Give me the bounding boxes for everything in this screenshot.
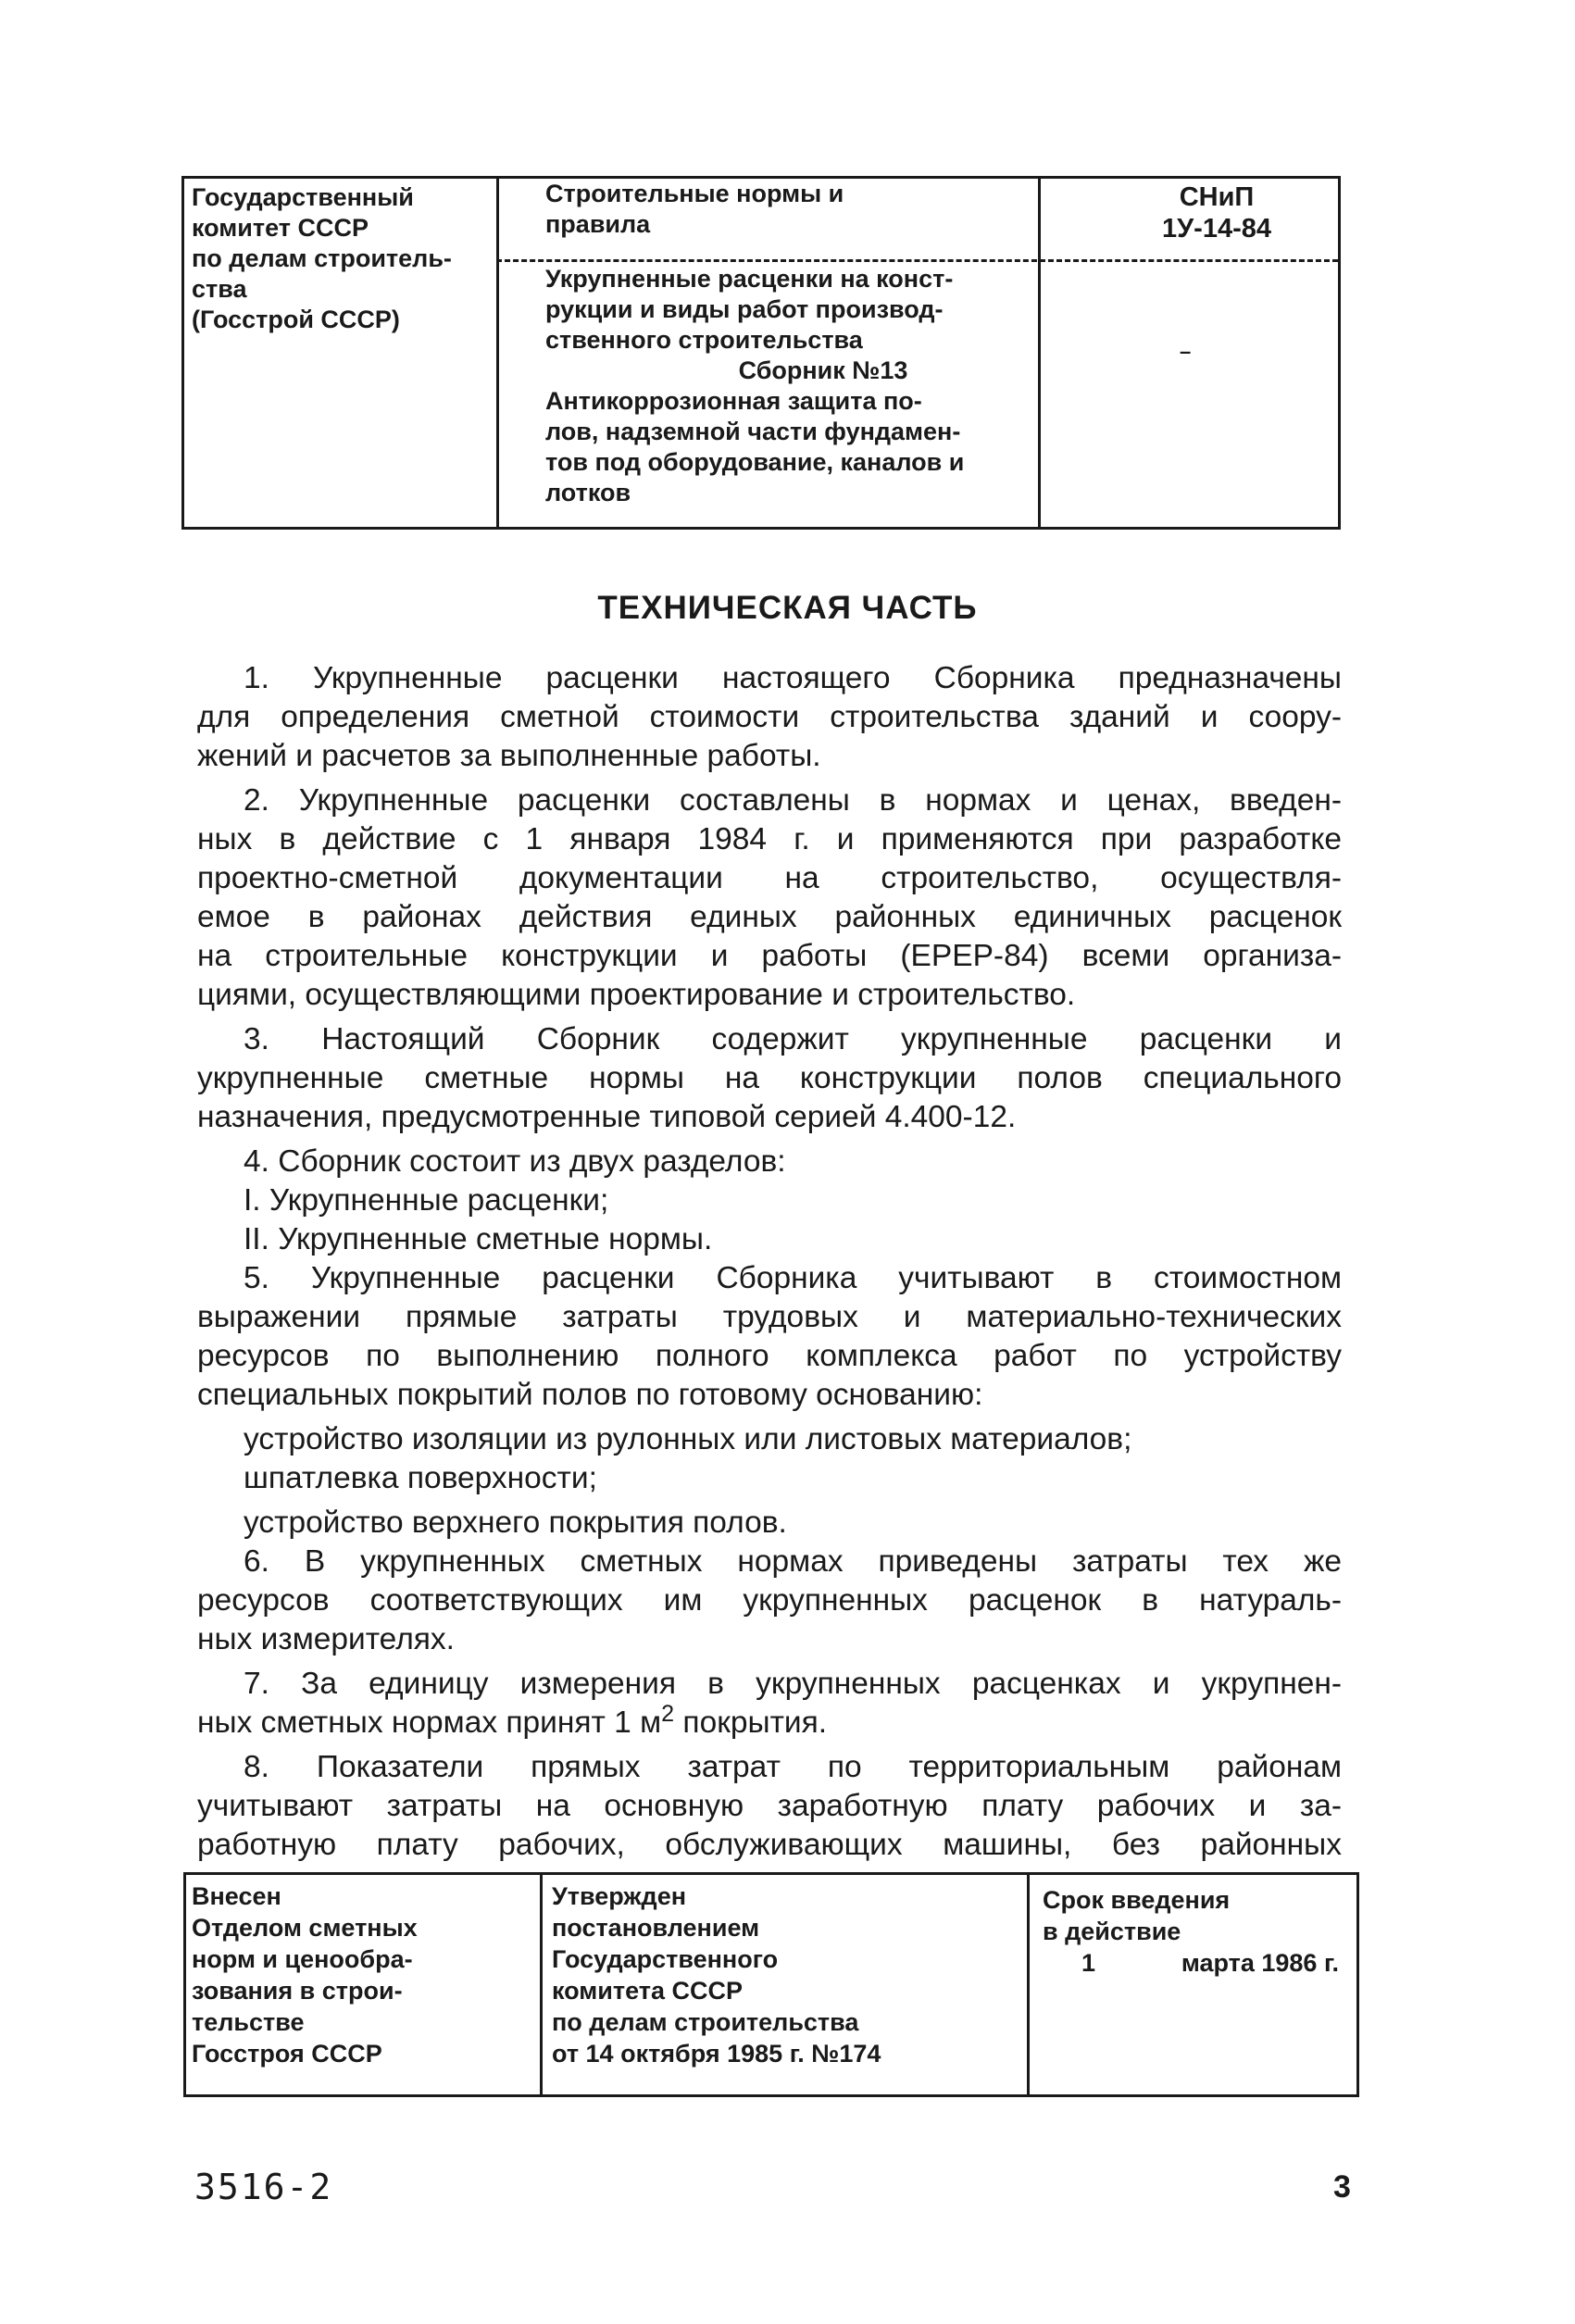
work-list-item: устройство верхнего покрытия полов.: [244, 1506, 787, 1540]
approved-by: Утвержден постановлением Государственного комитета СССР по делам строительства от 14 октября 1985 г. №174: [552, 1882, 881, 2068]
paragraph-1: 1. Укрупненные расценки настоящего Сборника предназначены для определения сметной стоимости строительства зданий и соору- жений и расчетов за выполненные работы.: [197, 661, 1342, 773]
column-divider: [540, 1872, 543, 2097]
paragraph-3: 3. Настоящий Сборник содержит укрупненные расценки и укрупненные сметные нормы на конструкции полов специального назначения, предусмотренные типовой серией 4.400-12.: [197, 1022, 1342, 1134]
paragraph-2: 2. Укрупненные расценки составлены в нормах и ценах, введен- ных в действие с 1 января 1984 г. и применяются при разработке проектно-сметной документации на строительство, осуществля- емое в районах действия единых районных единичных расценок на строительные конструкции и работы (ЕРЕР-84) всеми организа- циями, осуществляющими проектирование и строительство.: [197, 783, 1342, 1012]
paragraph-7: 7. За единицу измерения в укрупненных расценках и укрупнен- ных сметных нормах принят 1 $м^2$ покрытия.: [197, 1667, 1342, 1740]
collection-number: Сборник №13: [738, 356, 908, 384]
sheet-code: 3516-2: [194, 2167, 333, 2207]
footer-table: [183, 1872, 1359, 2097]
paragraph-4: 4. Сборник состоит из двух разделов: I. Укрупненные расценки; II. Укрупненные сметные нормы.: [197, 1143, 1342, 1259]
empty-cell-dash: –: [1180, 340, 1192, 363]
header-table: [181, 176, 1341, 530]
row-divider: [496, 259, 1338, 262]
paragraph-6: 6. В укрупненных сметных нормах приведены затраты тех же ресурсов соответствующих им укрупненных расценок в натураль- ных измерителях.: [197, 1544, 1342, 1656]
page-number: 3: [1333, 2169, 1351, 2205]
work-list-item: шпатлевка поверхности;: [244, 1461, 597, 1495]
work-list-item: устройство изоляции из рулонных или листовых материалов;: [244, 1422, 1132, 1456]
superscript-exponent: 2: [661, 1700, 675, 1727]
document-subject: Укрупненные расценки на конст- рукции и виды работ производ- ственного строительства Сборник №13 Антикоррозионная защита по- лов, надземной части фундамен- тов под оборудование, каналов и лотков: [545, 264, 1101, 508]
section-title: ТЕХНИЧЕСКАЯ ЧАСТЬ: [597, 590, 978, 626]
technical-part-body: [197, 659, 1342, 1865]
section-list-item: II. Укрупненные сметные нормы.: [244, 1222, 713, 1256]
document-type: Строительные нормы и правила: [545, 180, 844, 238]
document-code: СНиП 1У-14-84: [1162, 182, 1271, 244]
paragraph-8: 8. Показатели прямых затрат по территориальным районам учитывают затраты на основную заработную плату рабочих и за- работную плату рабочих, обслуживающих машины, без районных: [197, 1750, 1342, 1862]
issuing-organization: Государственный комитет СССР по делам строитель- ства (Госстрой СССР): [192, 183, 452, 333]
section-list-item: I. Укрупненные расценки;: [244, 1183, 609, 1218]
effective-date: Срок введения в действие 1 марта 1986 г.: [1043, 1886, 1339, 1977]
submitted-by: Внесен Отделом сметных норм и ценообра- зования в строи- тельстве Госстроя СССР: [192, 1882, 418, 2068]
paragraph-5: 5. Укрупненные расценки Сборника учитывают в стоимостном выражении прямые затраты трудовых и материально-технических ресурсов по выполнению полного комплекса работ по устройству специальных покрытий полов по готовому основанию:: [197, 1261, 1342, 1412]
work-list: [197, 1420, 1342, 1543]
column-divider: [1027, 1872, 1030, 2097]
